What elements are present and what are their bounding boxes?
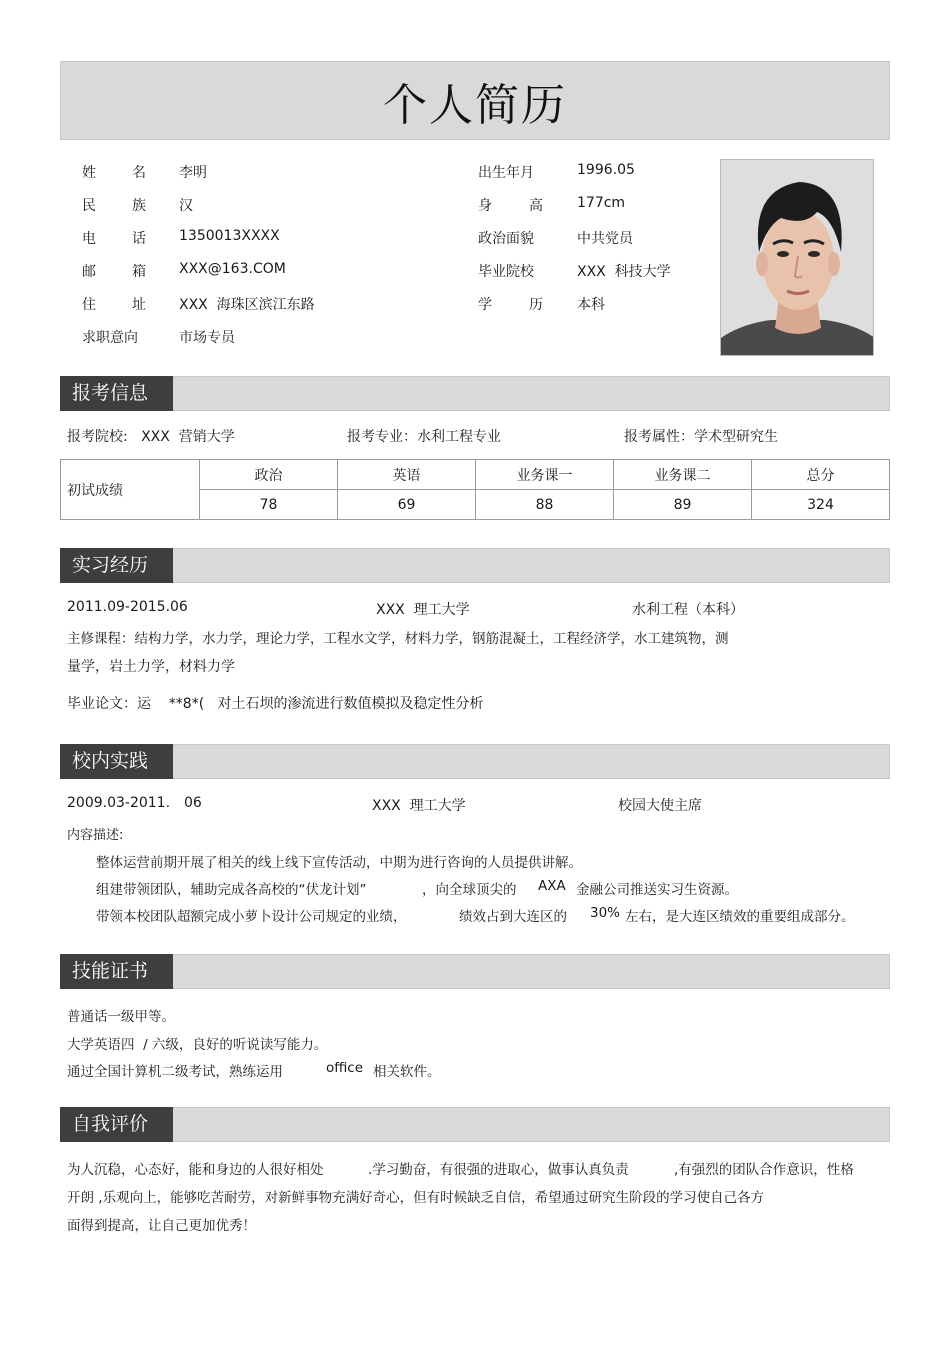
birth-value: 1996.05 xyxy=(577,162,635,178)
skill-line-3c: 相关软件。 xyxy=(373,1064,441,1080)
degree-label: 学 历 xyxy=(478,297,543,313)
campus-line-3b: 绩效占到大连区的 xyxy=(459,909,567,925)
section-skills xyxy=(60,954,890,989)
intern-thesis: 毕业论文：运 **8*( 对土石坝的渗流进行数值模拟及稳定性分析 xyxy=(67,696,484,712)
skill-line-3b: office xyxy=(326,1060,364,1076)
portrait-icon xyxy=(721,160,874,356)
portrait-photo xyxy=(720,159,874,356)
name-label: 姓 名 xyxy=(82,165,146,181)
section-self-title: 自我评价 xyxy=(60,1107,173,1142)
campus-line-3a: 带领本校团队超额完成小萝卜设计公司规定的业绩， xyxy=(96,909,407,925)
address-value: XXX 海珠区滨江东路 xyxy=(179,297,315,313)
exam-type: 报考属性：学术型研究生 xyxy=(624,429,778,445)
campus-period-end: 06 xyxy=(184,795,202,811)
campus-line-2b: ，向全球顶尖的 xyxy=(422,882,517,898)
address-label: 住 址 xyxy=(82,297,146,313)
job-value: 市场专员 xyxy=(179,330,235,346)
self-line-1b: .学习勤奋，有很强的进取心，做事认真负责 xyxy=(368,1162,629,1178)
title-banner xyxy=(60,61,890,140)
score-header-course2: 业务课二 xyxy=(614,460,752,490)
score-header-total: 总分 xyxy=(752,460,890,490)
score-course1: 88 xyxy=(476,490,614,520)
intern-courses-2: 量学，岩土力学，材料力学 xyxy=(67,659,235,675)
exam-school: 报考院校: XXX 营销大学 xyxy=(67,429,235,445)
self-line-1c: ,有强烈的团队合作意识，性格 xyxy=(674,1162,854,1178)
ethnic-label: 民 族 xyxy=(82,198,146,214)
campus-line-3c: 30% xyxy=(590,905,621,921)
score-header-course1: 业务课一 xyxy=(476,460,614,490)
phone-value: 1350013XXXX xyxy=(179,228,280,244)
section-intern-title: 实习经历 xyxy=(60,548,173,583)
section-self xyxy=(60,1107,890,1142)
campus-role: 校园大使主席 xyxy=(618,798,702,814)
degree-value: 本科 xyxy=(577,297,605,313)
campus-line-1: 整体运营前期开展了相关的线上线下宣传活动，中期为进行咨询的人员提供讲解。 xyxy=(96,855,582,871)
score-table xyxy=(60,459,890,520)
self-line-3: 面得到提高，让自己更加优秀！ xyxy=(67,1218,256,1234)
skill-line-1: 普通话一级甲等。 xyxy=(67,1009,175,1025)
campus-desc-label: 内容描述: xyxy=(67,828,124,843)
politics-label: 政治面貌 xyxy=(478,231,534,247)
score-total: 324 xyxy=(752,490,890,520)
section-skills-title: 技能证书 xyxy=(60,954,173,989)
intern-school: XXX 理工大学 xyxy=(376,602,470,618)
name-value: 李明 xyxy=(179,165,207,181)
score-row-label: 初试成绩 xyxy=(61,460,200,520)
phone-label: 电 话 xyxy=(82,231,146,247)
score-english: 69 xyxy=(338,490,476,520)
section-campus-title: 校内实践 xyxy=(60,744,173,779)
exam-major: 报考专业：水利工程专业 xyxy=(347,429,501,445)
section-exam xyxy=(60,376,890,411)
self-line-2: 开朗 ,乐观向上，能够吃苦耐劳，对新鲜事物充满好奇心，但有时候缺乏自信，希望通过研究生阶段的学习使自己各方 xyxy=(67,1190,765,1206)
height-value: 177cm xyxy=(577,195,626,211)
politics-value: 中共党员 xyxy=(577,231,633,247)
score-header-row xyxy=(61,460,890,490)
intern-courses-1: 主修课程：结构力学，水力学，理论力学，工程水文学，材料力学，钢筋混凝土，工程经济学，水工建筑物，测 xyxy=(67,631,729,647)
school-value: XXX 科技大学 xyxy=(577,264,671,280)
campus-line-2c: AXA xyxy=(538,878,566,894)
campus-line-2d: 金融公司推送实习生资源。 xyxy=(576,882,738,898)
section-intern xyxy=(60,548,890,583)
campus-line-2a: 组建带领团队，辅助完成各高校的“伏龙计划” xyxy=(96,882,367,898)
intern-major: 水利工程（本科） xyxy=(632,602,744,618)
birth-label: 出生年月 xyxy=(478,165,534,181)
score-politics: 78 xyxy=(200,490,338,520)
score-course2: 89 xyxy=(614,490,752,520)
campus-school: XXX 理工大学 xyxy=(372,798,466,814)
skill-line-2: 大学英语四 / 六级，良好的听说读写能力。 xyxy=(67,1037,328,1053)
email-value: XXX@163.COM xyxy=(179,261,286,277)
email-label: 邮 箱 xyxy=(82,264,146,280)
campus-period-start: 2009.03-2011. xyxy=(67,795,171,811)
page-title: 个人简历 xyxy=(383,79,567,131)
ethnic-value: 汉 xyxy=(179,198,193,214)
self-line-1a: 为人沉稳，心态好，能和身边的人很好相处 xyxy=(67,1162,324,1178)
score-header-politics: 政治 xyxy=(200,460,338,490)
job-label: 求职意向 xyxy=(82,330,138,346)
campus-line-3d: 左右，是大连区绩效的重要组成部分。 xyxy=(625,909,855,925)
skill-line-3a: 通过全国计算机二级考试，熟练运用 xyxy=(67,1064,283,1080)
school-label: 毕业院校 xyxy=(478,264,534,280)
height-label: 身 高 xyxy=(478,198,543,214)
intern-period: 2011.09-2015.06 xyxy=(67,599,188,615)
section-exam-title: 报考信息 xyxy=(60,376,173,411)
section-campus xyxy=(60,744,890,779)
score-header-english: 英语 xyxy=(338,460,476,490)
